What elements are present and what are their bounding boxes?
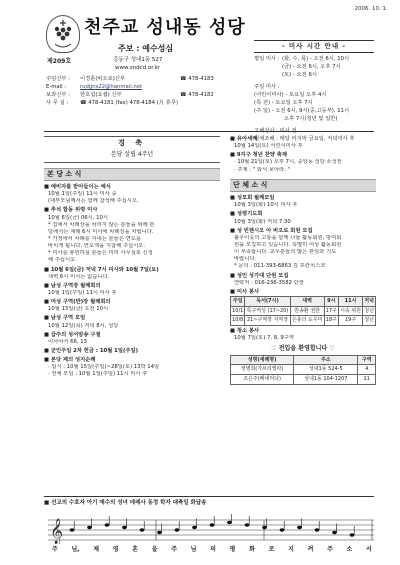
- contact-row: [46, 100, 246, 108]
- music-note: [140, 528, 145, 531]
- divider: [44, 131, 374, 132]
- music-note: [280, 528, 285, 531]
- lyric-syllable: 지: [288, 546, 294, 553]
- group-news-heading: 단 체 소 식: [230, 179, 376, 192]
- lyric-syllable: 주: [171, 546, 177, 553]
- music-note: [332, 531, 337, 534]
- news-item-title: ■ 남성 구역장 월례회의: [44, 282, 101, 289]
- weekday-mass-label: 평일 미사 :: [254, 56, 280, 63]
- parish-address: 강동구 성내1동 527: [113, 57, 163, 63]
- news-item-line: 이 부족합니다. 교우분들의 많은 관심과 기도: [234, 249, 337, 256]
- news-item-line: 10월 3일(화) 저녁 7:30: [234, 218, 291, 225]
- news-item: [44, 357, 220, 378]
- table-header-cell: 독서(7시): [245, 296, 290, 306]
- table-cell: 은총의 도우미: [290, 316, 324, 326]
- music-note: [262, 526, 267, 529]
- music-note: [210, 523, 215, 526]
- table-cell: 반송환 권한: [290, 306, 324, 316]
- adoration-time: 성체조배 : 매달 마지막 금요일, 저녁미사 후: [254, 136, 355, 143]
- news-item-title: ■ 추석 합동 위령 미사: [44, 207, 98, 214]
- weekday-mass-time: (토) - 오전 6시: [282, 72, 317, 79]
- news-item: [230, 228, 376, 271]
- news-item: [44, 184, 220, 205]
- music-note: [157, 531, 162, 534]
- lyric-syllable: 켜: [307, 546, 314, 553]
- news-item: [230, 152, 376, 173]
- table-cell: 성내1동 104-1207: [294, 375, 358, 385]
- contact-value: ☎ 478-4181 (fax) 478-4184 (月 휴무): [80, 100, 179, 107]
- music-staff: [48, 514, 374, 544]
- sunday-mass-time: (특 전) - 토요일 오후 7시: [254, 100, 313, 107]
- news-item-line: 10월 12일(목) 저녁 8시, 성당: [48, 322, 119, 329]
- music-note: [227, 521, 232, 524]
- music-note: [122, 526, 127, 529]
- divider: [44, 496, 374, 497]
- table-cell: 17구: [324, 306, 338, 316]
- table-cell: 시속 위원: [338, 306, 362, 316]
- psalm-title: ■ 선교의 수호자 아기 예수의 성녀 데레사 동정 학자 대축일 화답송: [44, 500, 207, 506]
- bulletin-subtitle: 주보 : 예수성심: [118, 44, 174, 53]
- contact-value: 한호섭(요셉) 신부: [80, 92, 122, 99]
- table-cell: 18구: [324, 316, 338, 326]
- table-header-cell: 저녁: [363, 296, 376, 306]
- news-item-title: ■ 여성 구역(반)장 월례회의: [44, 299, 111, 306]
- table-cell: 10/1: [231, 306, 245, 316]
- contact-list: [46, 76, 246, 108]
- lyric-syllable: 혼: [132, 546, 139, 553]
- contact-row: [46, 92, 246, 100]
- news-item-title: ■ 성 빈첸시오 아 바오로 회원 모집: [230, 227, 313, 234]
- lyric-syllable: 의: [210, 546, 216, 553]
- table-cell: 정병희(가브리엘라): [231, 365, 294, 375]
- mass-offering-table: [230, 296, 376, 326]
- news-item-line: (대부모님께서는 함께 참석해 주십시오.: [48, 198, 139, 205]
- news-item-line: * 미사를 봉헌하실 분들은 미리 사무실로 신청: [48, 250, 153, 257]
- news-item-title: ■ 성령기도회: [230, 211, 263, 218]
- news-item: [44, 332, 220, 346]
- table-cell: 특구역성 (17~20): [245, 306, 290, 316]
- right-column: [230, 134, 376, 385]
- issue-date: 2006. 10. 1: [354, 6, 386, 12]
- contact-label: E-mail :: [46, 84, 67, 91]
- lyric-syllable: 주: [327, 546, 333, 553]
- contact-label: 사 무 실 :: [46, 100, 69, 107]
- news-item-line: 당에서는 재례 6시 미사에 차례상을 차립니다.: [48, 228, 154, 235]
- mass-times-box: [254, 40, 374, 144]
- sunday-mass-time: (주 일) - 오전 6시, 9시(중,고등부), 11시: [254, 108, 350, 115]
- news-item-title: ■ 성인 성가대 단원 모집: [230, 272, 289, 279]
- music-note: [70, 528, 75, 531]
- news-item-line: 해 주십시오.: [48, 257, 77, 264]
- lyric-syllable: 화: [249, 546, 255, 553]
- parish-website: www.sndcd.or.kr: [115, 65, 161, 71]
- news-item-line: · 전체 모임 : 10월 1일(주일) 11시 미사 후: [48, 371, 148, 378]
- music-note: [245, 523, 250, 526]
- table-cell: 19구: [338, 316, 362, 326]
- news-item-title: ■ 9지구 청년 찬양 축제: [230, 152, 288, 159]
- news-item-line: 10월 1일(주일) 11시 미사 중: [48, 191, 117, 198]
- lyric-syllable: 소: [346, 546, 353, 553]
- music-note: [192, 526, 197, 529]
- lyric-syllable: 주: [52, 546, 58, 553]
- email-link[interactable]: rudgns22@hanmail.net: [80, 84, 143, 91]
- news-item-title: ■ 본당 제의 성지순례: [44, 357, 96, 364]
- news-item-line: 10월 14일(토) 어린이미사 후: [234, 143, 303, 150]
- sunday-mass-time: 오후 7시(청년 및 일반): [284, 116, 338, 123]
- table-cell: 조은주(베네딕다): [231, 375, 294, 385]
- table-header-cell: 성명(세례명): [231, 355, 294, 365]
- table-row: [231, 316, 376, 326]
- issue-number: 제209호: [47, 58, 72, 65]
- news-item-line: * 문의 : 011-393-6863 김 프란치스코: [234, 263, 326, 270]
- news-item-line: 불우이웃의 고통을 함께 나눌 활동회원, 방여회: [234, 234, 342, 241]
- news-item-line: · 10월 21일(토) 오후 7시, 중앙동 성당 소성전: [234, 159, 342, 166]
- news-item: [230, 195, 376, 209]
- news-item-line: 10월 3일(화) 10시 미사 후: [234, 202, 298, 209]
- table-cell: 11: [358, 375, 376, 385]
- news-item-title: ■ 10월 6일(금) 저녁 7시 미사와 10월 7일(토): [44, 266, 159, 273]
- mass-offering-title: ■ 미사 봉사: [230, 288, 260, 295]
- news-item-line: 새벽 6시 미사는 없습니다.: [48, 273, 110, 280]
- lyric-syllable: 님: [190, 546, 197, 553]
- table-row: [231, 375, 376, 385]
- table-cell: 4: [358, 365, 376, 375]
- psalm-lyrics: [52, 546, 372, 554]
- sunday-mass-label: 주일 미사 :: [254, 84, 280, 91]
- music-note: [105, 523, 110, 526]
- lyric-syllable: 님,: [71, 546, 80, 553]
- news-item: [44, 267, 220, 281]
- table-header-cell: 9시: [324, 296, 338, 306]
- banner-text: 본당 설립 4주년: [110, 151, 154, 159]
- sunday-mass-time: (어린이미사) - 토요일 오후 4시: [254, 92, 327, 99]
- news-item: [44, 299, 220, 313]
- news-item-line: 바치게 됩니다. 연도책을 지참해 주십시오.: [48, 243, 146, 250]
- parish-title: 천주교 성내동 성당: [84, 17, 246, 38]
- music-note: [315, 528, 320, 531]
- table-cell: 10/8: [231, 316, 245, 326]
- contact-tel: ☎ 478-4183: [180, 76, 214, 83]
- table-header-cell: 주일: [231, 296, 245, 306]
- news-item: [44, 315, 220, 329]
- parish-news-heading: 본 당 소 식: [44, 168, 220, 181]
- contact-value: 이경훈(바오로)신부: [80, 76, 126, 83]
- mass-times-title: - 미사 시간 안내 -: [254, 40, 374, 53]
- news-item-line: 이사야서 66, 13: [48, 338, 87, 345]
- banner-title: 경 축: [118, 139, 146, 147]
- contact-label: 주임신부 :: [46, 76, 70, 83]
- table-header-cell: 주소: [294, 355, 358, 365]
- news-item-line: 10월 6일(금) 06시, 10시: [48, 214, 109, 221]
- table-header-cell: 새벽: [290, 296, 324, 306]
- table-row: [231, 306, 376, 316]
- news-item-line: 10월 1일(주일) 11시 미사 후: [48, 289, 117, 296]
- table-cell: 청년: [363, 306, 376, 316]
- news-item-title: ■ 군인주일 2차 헌금 : 10월 1일(주일): [44, 347, 139, 354]
- table-header-cell: 11시: [338, 296, 362, 306]
- music-note: [87, 526, 92, 529]
- cleaning-title: ■ 청소 봉사: [230, 328, 260, 335]
- welcome-title: ♡ 전입을 환영합니다 ♡: [271, 344, 335, 352]
- contact-row: [46, 76, 246, 84]
- lyric-syllable: 로: [268, 546, 275, 553]
- lyric-syllable: 을: [151, 546, 158, 553]
- lyric-syllable: 제: [93, 546, 100, 553]
- contact-label: 보좌신부 :: [46, 92, 70, 99]
- celebration-banner: [44, 136, 220, 163]
- music-note: [350, 533, 355, 536]
- news-item-line: * 가정에서 차례를 지내는 분들은 연도를: [48, 235, 141, 242]
- news-item-line: 연락처 : 016-236-3582 단장: [234, 279, 304, 286]
- news-item: [230, 136, 376, 150]
- table-header-cell: 구역: [358, 355, 376, 365]
- news-item: [44, 283, 220, 297]
- cleaning-line: 10월 7일(토) 7, 8, 9구역: [234, 335, 295, 342]
- left-column: [44, 136, 220, 379]
- weekday-mass-time: (금) - 오전 6시, 오후 7시: [282, 64, 341, 71]
- news-item: [44, 207, 220, 264]
- parish-logo-icon: [46, 15, 80, 53]
- news-item-title: ■ 예비자를 받아들이는 예식: [44, 183, 111, 190]
- lyric-syllable: 서: [366, 546, 372, 553]
- news-item-line: 10월 13일(금) 오전 10시: [48, 306, 109, 313]
- lyric-syllable: 영: [112, 546, 119, 553]
- lyric-syllable: 평: [229, 546, 236, 553]
- svg-text:𝄞: 𝄞: [50, 519, 64, 544]
- welcome-table: [230, 355, 376, 385]
- mass-offering-section: [230, 289, 376, 326]
- news-item: [44, 348, 220, 355]
- table-row: [231, 365, 376, 375]
- news-item-line: * 집에서 차례상을 차리지 않는 분들을 위해 본: [48, 221, 155, 228]
- news-item: [230, 211, 376, 225]
- contact-row: [46, 84, 246, 92]
- news-item-line: · 주제 : " 와서 보아라. ": [234, 166, 290, 173]
- news-item-line: · 일시 : 10월 15일(주일)~28일(토) 13박 14일: [48, 364, 160, 371]
- music-note: [297, 526, 302, 529]
- contact-tel: ☎ 478-4182: [180, 92, 214, 99]
- news-item-title: ■ 유아세례: [230, 136, 258, 142]
- news-item-line: 바랍니다.: [234, 256, 257, 263]
- weekday-mass-time: (화, 수, 목) - 오전 6시, 10시: [282, 56, 350, 63]
- table-cell: 21~구역장 지역장: [245, 316, 290, 326]
- table-cell: 청년: [363, 316, 376, 326]
- news-item-title: ■ 성모회 월례모임: [230, 195, 275, 202]
- news-item-title: ■ 남성 구역 모임: [44, 315, 86, 322]
- cleaning-section: [230, 328, 376, 342]
- music-note: [175, 528, 180, 531]
- news-item-line: 원을 모집하고 있습니다. 특별히 여성 활동회원: [234, 241, 342, 248]
- news-item-title: ■ 급주의 성서암송 구절: [44, 331, 101, 338]
- news-item: [230, 273, 376, 287]
- table-cell: 성내1동 524-5: [294, 365, 358, 375]
